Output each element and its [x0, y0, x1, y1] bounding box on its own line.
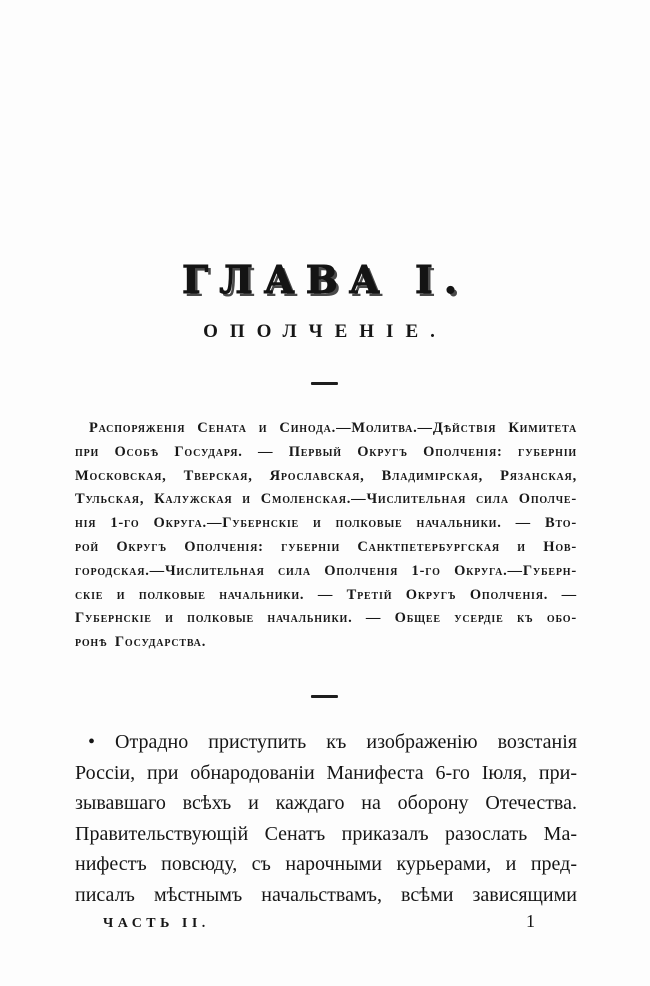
- summary-line: Тульская, Калужская и Смоленская.—Числительная сила Ополче-: [75, 491, 577, 508]
- body-paragraph: [75, 727, 577, 911]
- body-line: писалъ мѣстнымъ начальствамъ, всѣми зависящими: [75, 883, 577, 906]
- page-footer: [75, 911, 577, 932]
- summary-line: Губернскіе и полковые начальники. — Общее усердіе къ обо-: [75, 610, 577, 627]
- page-number: 1: [526, 911, 535, 931]
- body-line: нифестъ повсюду, съ нарочными курьерами, и пред-: [75, 853, 577, 876]
- summary-line: городская.—Числительная сила Ополченія 1-го Округа.—Губерн-: [75, 562, 577, 579]
- summary-line: Распоряженія Сената и Синода.—Молитва.—Дѣйствія Кимитета: [89, 420, 577, 436]
- body-line: • Отрадно приступить къ изображенію возстанія: [88, 731, 577, 753]
- summary-line: ронѣ Государства.: [75, 634, 207, 651]
- summary-line: при Особѣ Государя. — Первый Округъ Ополченія: губерніи: [75, 443, 577, 460]
- summary-line: скіе и полковые начальники. — Третій Округъ Ополченія. —: [75, 586, 577, 603]
- body-line: Россіи, при обнародованіи Манифеста 6-го Іюля, при-: [75, 761, 577, 784]
- summary-line: нія 1-го Округа.—Губернскіе и полковые начальники. — Вто-: [75, 515, 577, 532]
- section-divider-rule: [311, 695, 338, 698]
- body-line: зывавшаго всѣхъ и каждаго на оборону Отечества.: [75, 792, 577, 815]
- body-line: Правительствующій Сенатъ приказалъ разослать Ма-: [75, 822, 577, 845]
- summary-line: Московская, Тверская, Ярославская, Владимірская, Рязанская,: [75, 467, 577, 484]
- part-label: ЧАСТЬ II.: [103, 916, 210, 931]
- section-divider-rule: [311, 382, 338, 385]
- chapter-summary: [75, 417, 577, 655]
- chapter-title: ГЛАВА I.: [181, 257, 469, 302]
- summary-line: рой Округъ Ополченія: губерніи Санктпетербургская и Нов-: [75, 538, 577, 555]
- section-title: ОПОЛЧЕНІЕ.: [203, 321, 447, 342]
